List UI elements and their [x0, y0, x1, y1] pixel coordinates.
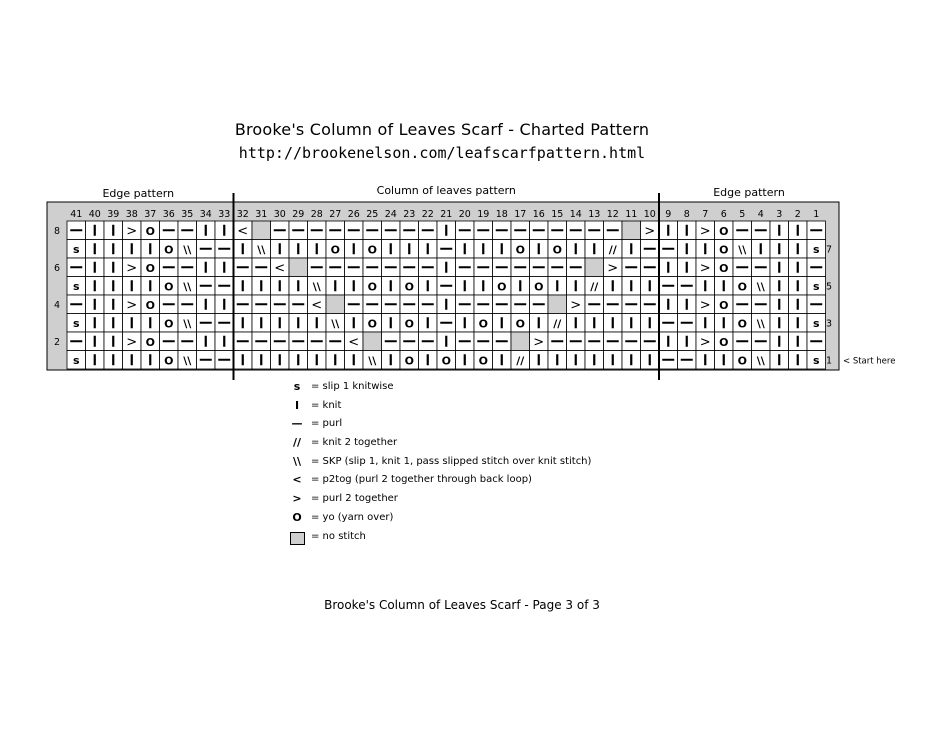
column-number: 12 [606, 209, 619, 220]
purl-2-together-symbol: > [126, 223, 138, 239]
no-stitch-cell [585, 258, 604, 277]
purl-2-together-symbol: > [699, 223, 711, 239]
column-number: 20 [458, 209, 471, 220]
knit-2-together-symbol: // [553, 317, 562, 331]
column-number: 10 [643, 209, 656, 220]
knit-2-together-symbol: // [516, 354, 525, 368]
column-number: 31 [255, 209, 268, 220]
column-number: 1 [813, 209, 820, 220]
yarn-over-symbol: O [737, 317, 747, 331]
column-number: 29 [292, 209, 305, 220]
column-number: 9 [665, 209, 672, 220]
column-number: 14 [569, 209, 582, 220]
purl-2-together-symbol: > [607, 260, 619, 276]
column-number: 37 [144, 209, 157, 220]
row-number-left: 4 [53, 299, 61, 311]
column-number: 35 [181, 209, 194, 220]
legend-text: = knit [311, 399, 342, 411]
yarn-over-symbol: O [719, 224, 729, 238]
yarn-over-symbol: O [404, 280, 414, 294]
purl-2-together-symbol: > [570, 297, 582, 313]
column-number: 26 [347, 209, 360, 220]
yarn-over-symbol: O [145, 261, 155, 275]
purl-2-together-symbol: > [126, 297, 138, 313]
column-number: 3 [776, 209, 783, 220]
knit-2-together-symbol: // [590, 280, 599, 294]
yarn-over-symbol: O [737, 354, 747, 368]
yarn-over-symbol: O [164, 243, 174, 257]
column-number: 22 [421, 209, 434, 220]
column-number: 34 [199, 209, 212, 220]
legend-symbol: > [292, 492, 302, 506]
legend-text: = p2tog (purl 2 together through back loop) [311, 474, 532, 486]
yarn-over-symbol: O [404, 354, 414, 368]
column-number: 40 [88, 209, 101, 220]
column-number: 25 [366, 209, 379, 220]
purl-2-together-symbol: > [644, 223, 656, 239]
yarn-over-symbol: O [145, 298, 155, 312]
no-stitch-cell [622, 221, 641, 240]
column-number: 33 [218, 209, 231, 220]
yarn-over-symbol: O [478, 317, 488, 331]
yarn-over-symbol: O [737, 280, 747, 294]
page-title: Brooke's Column of Leaves Scarf - Charted Pattern [234, 120, 650, 139]
column-number: 17 [514, 209, 527, 220]
skp-symbol: \\ [331, 317, 340, 331]
section-label-column: Column of leaves pattern [376, 184, 516, 197]
purl-2-together-symbol: > [699, 297, 711, 313]
slip-symbol: s [72, 353, 80, 367]
purl-2-together-symbol: > [126, 334, 138, 350]
legend-text: = purl 2 together [311, 493, 398, 505]
purl-2-together-symbol: > [126, 260, 138, 276]
section-label-right-edge: Edge pattern [713, 186, 785, 199]
skp-symbol: \\ [183, 243, 192, 257]
yarn-over-symbol: O [164, 354, 174, 368]
yarn-over-symbol: O [515, 317, 525, 331]
yarn-over-symbol: O [367, 317, 377, 331]
yarn-over-symbol: O [719, 298, 729, 312]
skp-symbol: \\ [312, 280, 321, 294]
slip-symbol: s [812, 353, 820, 367]
no-stitch-cell [326, 295, 345, 314]
legend-symbol: \\ [292, 454, 302, 468]
yarn-over-symbol: O [478, 354, 488, 368]
legend-text: = purl [311, 418, 343, 430]
column-number: 5 [739, 209, 746, 220]
column-number: 19 [477, 209, 490, 220]
slip-symbol: s [812, 242, 820, 256]
column-number: 32 [236, 209, 249, 220]
column-number: 2 [794, 209, 801, 220]
row-number-left: 2 [53, 336, 61, 348]
row-number-right: 7 [825, 244, 833, 256]
yarn-over-symbol: O [719, 261, 729, 275]
no-stitch-cell [363, 332, 382, 351]
row-number-right: 3 [825, 318, 833, 330]
skp-symbol: \\ [183, 280, 192, 294]
yarn-over-symbol: O [515, 243, 525, 257]
yarn-over-symbol: O [719, 243, 729, 257]
slip-symbol: s [72, 242, 80, 256]
row-number-right: 1 [825, 355, 833, 367]
column-number: 18 [495, 209, 508, 220]
legend-symbol: — [291, 417, 303, 431]
slip-symbol: s [812, 279, 820, 293]
slip-symbol: s [72, 279, 80, 293]
column-number: 11 [625, 209, 638, 220]
legend-text: = slip 1 knitwise [311, 381, 394, 392]
column-number: 28 [310, 209, 323, 220]
p2tog-tbl-symbol: < [237, 223, 249, 239]
skp-symbol: \\ [738, 243, 747, 257]
skp-symbol: \\ [756, 317, 765, 331]
column-number: 8 [683, 209, 690, 220]
column-number: 30 [273, 209, 286, 220]
legend-text: = knit 2 together [311, 437, 398, 449]
start-here-label: < Start here [843, 356, 896, 367]
legend-text: = yo (yarn over) [311, 511, 394, 523]
legend-symbol: < [292, 473, 302, 487]
column-number: 15 [551, 209, 564, 220]
page-url: http://brookenelson.com/leafscarfpattern.html [238, 144, 646, 162]
yarn-over-symbol: O [534, 280, 544, 294]
p2tog-tbl-symbol: < [274, 260, 286, 276]
yarn-over-symbol: O [164, 280, 174, 294]
row-number-right: 5 [825, 281, 833, 293]
yarn-over-symbol: O [145, 335, 155, 349]
yarn-over-symbol: O [404, 317, 414, 331]
skp-symbol: \\ [756, 354, 765, 368]
purl-2-together-symbol: > [699, 260, 711, 276]
yarn-over-symbol: O [367, 280, 377, 294]
skp-symbol: \\ [756, 280, 765, 294]
column-number: 39 [107, 209, 120, 220]
slip-symbol: s [72, 316, 80, 330]
no-stitch-cell [511, 332, 530, 351]
skp-symbol: \\ [183, 317, 192, 331]
yarn-over-symbol: O [497, 280, 507, 294]
purl-2-together-symbol: > [699, 334, 711, 350]
row-number-left: 8 [53, 225, 61, 237]
yarn-over-symbol: O [164, 317, 174, 331]
yarn-over-symbol: O [145, 224, 155, 238]
slip-symbol: s [812, 316, 820, 330]
column-number: 41 [70, 209, 83, 220]
legend-symbol: // [292, 436, 302, 450]
column-number: 21 [440, 209, 453, 220]
knit-2-together-symbol: // [608, 243, 617, 257]
column-number: 7 [702, 209, 709, 220]
yarn-over-symbol: O [330, 243, 340, 257]
p2tog-tbl-symbol: < [348, 334, 360, 350]
legend-symbol: s [293, 380, 301, 393]
skp-symbol: \\ [257, 243, 266, 257]
yarn-over-symbol: O [441, 354, 451, 368]
column-number: 24 [384, 209, 397, 220]
column-number: 23 [403, 209, 416, 220]
legend-text: = SKP (slip 1, knit 1, pass slipped stitch over knit stitch) [311, 455, 592, 467]
column-number: 38 [125, 209, 138, 220]
skp-symbol: \\ [368, 354, 377, 368]
column-number: 36 [162, 209, 175, 220]
no-stitch-swatch [286, 528, 308, 546]
row-number-left: 6 [53, 262, 61, 274]
section-label-left-edge: Edge pattern [102, 187, 175, 200]
legend-text: = no stitch [311, 530, 366, 542]
legend-symbol: I [294, 398, 300, 412]
purl-2-together-symbol: > [533, 334, 545, 350]
no-stitch-cell [252, 221, 271, 240]
yarn-over-symbol: O [719, 335, 729, 349]
p2tog-tbl-symbol: < [311, 297, 323, 313]
yarn-over-symbol: O [552, 243, 562, 257]
no-stitch-cell [548, 295, 567, 314]
column-number: 13 [588, 209, 601, 220]
no-stitch-cell [289, 258, 308, 277]
page-footer: Brooke's Column of Leaves Scarf - Page 3 of 3 [324, 598, 600, 612]
yarn-over-symbol: O [367, 243, 377, 257]
skp-symbol: \\ [183, 354, 192, 368]
column-number: 27 [329, 209, 342, 220]
column-number: 16 [532, 209, 545, 220]
legend-symbol: O [292, 510, 302, 524]
column-number: 6 [720, 209, 727, 220]
column-number: 4 [757, 209, 764, 220]
